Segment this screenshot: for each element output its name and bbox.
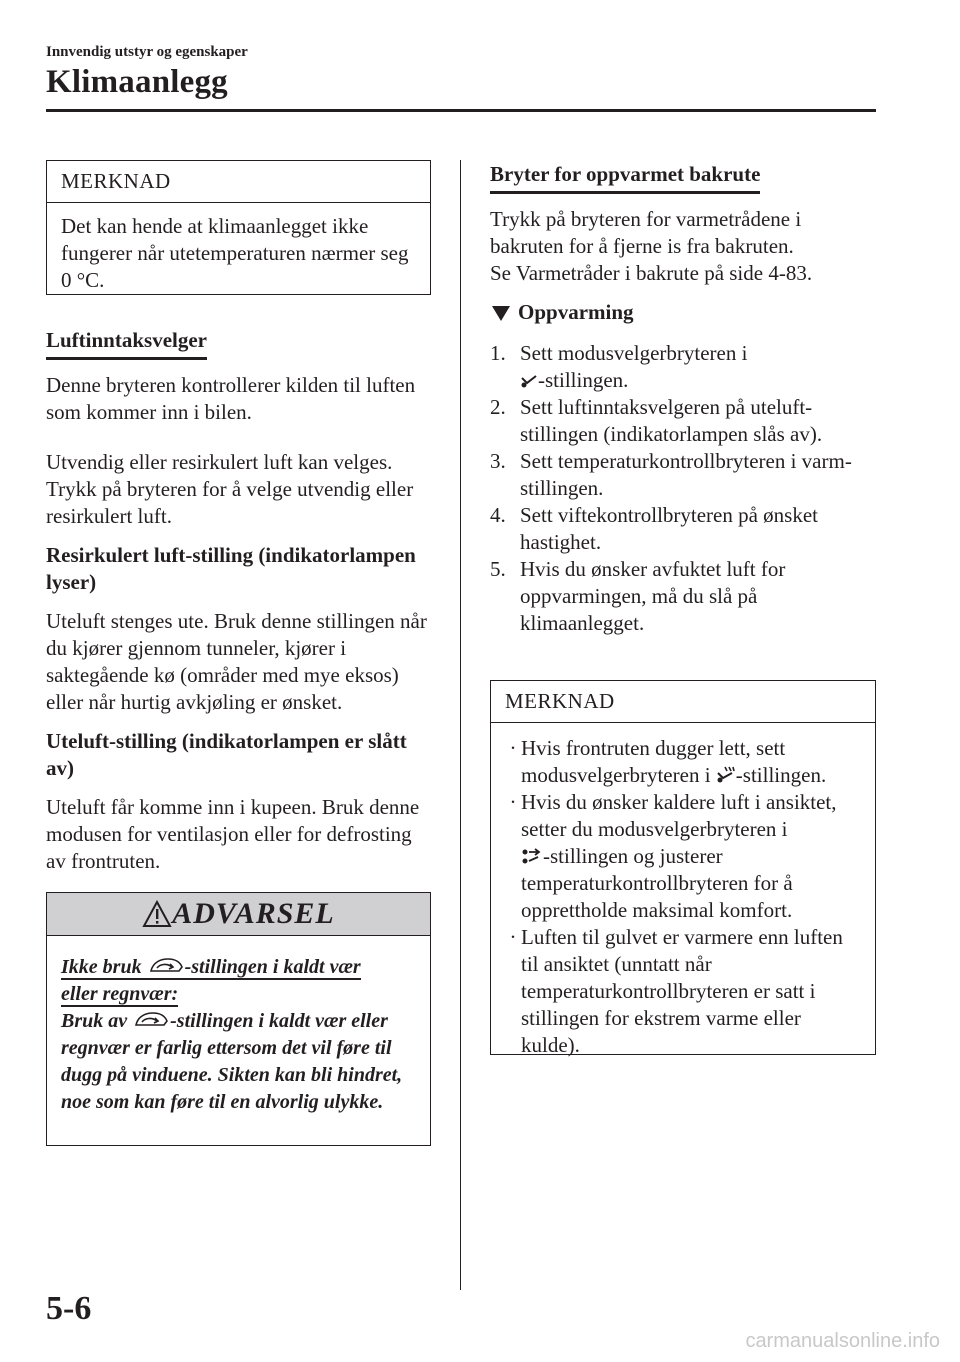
page-number: 5-6 (46, 1290, 92, 1327)
column-divider (460, 160, 461, 1290)
warning-title: ADVARSEL (172, 897, 335, 930)
section-heading: Bryter for oppvarmet bakrute (490, 162, 760, 194)
warning-emphasis: Ikke bruk -stillingen i kaldt vær (61, 956, 361, 978)
cross-reference: Se Varmetråder i bakrute på side 4-83. (490, 261, 813, 285)
note-title: MERKNAD (491, 681, 875, 723)
recirculation-icon (147, 957, 185, 975)
bakrute-section (490, 162, 878, 637)
note-box (46, 160, 431, 295)
bi-level-mode-icon (521, 847, 543, 865)
list-item: 5. Hvis du ønsker avfuktet luft for oppvarmingen, må du slå på klimaanlegget. (490, 557, 786, 635)
list-item: 3. Sett temperaturkontrollbryteren i varm-stillingen. (490, 449, 852, 500)
step-list (490, 340, 878, 637)
triangle-bullet-icon (490, 304, 512, 322)
paragraph: Uteluft stenges ute. Bruk denne stillingen når du kjører gjennom tunneler, kjører i saktegående kø (områder med mye eksos) eller når hurtig avkjøling er ønsket. (46, 609, 427, 714)
paragraph: Denne bryteren kontrollerer kilden til luften som kommer inn i bilen. (46, 373, 416, 424)
subsection-heading: Uteluft-stilling (indikatorlampen er slått av) (46, 729, 407, 780)
list-item: 4. Sett viftekontrollbryteren på ønsket hastighet. (490, 503, 819, 554)
note-title: MERKNAD (47, 161, 430, 203)
list-item: 2. Sett luftinntaksvelgeren på uteluft-stillingen (indikatorlampen slås av). (490, 395, 823, 446)
paragraph: Utvendig eller resirkulert luft kan velges. Trykk på bryteren for å velge utvendig eller resirkulert luft. (46, 450, 414, 528)
recirculation-icon (132, 1011, 170, 1029)
page-title: Klimaanlegg (46, 64, 228, 100)
section-label: Innvendig utstyr og egenskaper (46, 44, 248, 60)
warning-triangle-icon (142, 900, 172, 928)
foot-defrost-mode-icon (716, 766, 736, 784)
list-item: 1. Sett modusvelgerbryteren i -stillingen. (490, 341, 748, 392)
luftinntak-section (46, 328, 431, 875)
warning-emphasis: eller regnvær: (61, 983, 179, 1005)
header-divider (46, 109, 876, 112)
subsection-heading: Resirkulert luft-stilling (indikatorlampen lyser) (46, 543, 416, 594)
paragraph: Trykk på bryteren for varmetrådene i bakruten for å fjerne is fra bakruten. (490, 207, 802, 258)
subsection-heading: Oppvarming (490, 299, 878, 326)
note-bullets (491, 723, 875, 1069)
note-box (490, 680, 876, 1055)
section-heading: Luftinntaksvelger (46, 328, 207, 360)
warning-box (46, 892, 431, 1146)
watermark: carmanualsonline.info (745, 1330, 940, 1352)
foot-mode-icon (520, 373, 538, 389)
warning-header (47, 893, 430, 936)
list-item: · Luften til gulvet er varmere enn luften til ansiktet (unntatt når temperaturkontrollbryteren er satt i stillingen for ekstrem varme eller kulde). (509, 925, 843, 1057)
paragraph: Uteluft får komme inn i kupeen. Bruk denne modusen for ventilasjon eller for defrosting av frontruten. (46, 795, 420, 873)
note-text: Det kan hende at klimaanlegget ikke fungerer når utetemperaturen nærmer seg 0 °C. (61, 214, 409, 292)
list-item: · Hvis frontruten dugger lett, sett modusvelgerbryteren i -stillingen. (509, 736, 827, 787)
warning-text: Ikke bruk -stillingen i kaldt vær eller regnvær: Bruk av -stillingen i kaldt vær eller regnvær er farlig ettersom det vil føre til dugg på vinduene. Sikten kan bli hindret, noe som kan føre til en alvorlig ulykke. (61, 956, 403, 1113)
list-item: · Hvis du ønsker kaldere luft i ansiktet, setter du modusvelgerbryteren i -stillingen og justerer temperaturkontrollbryteren for å opprettholde maksimal komfort. (509, 790, 837, 922)
